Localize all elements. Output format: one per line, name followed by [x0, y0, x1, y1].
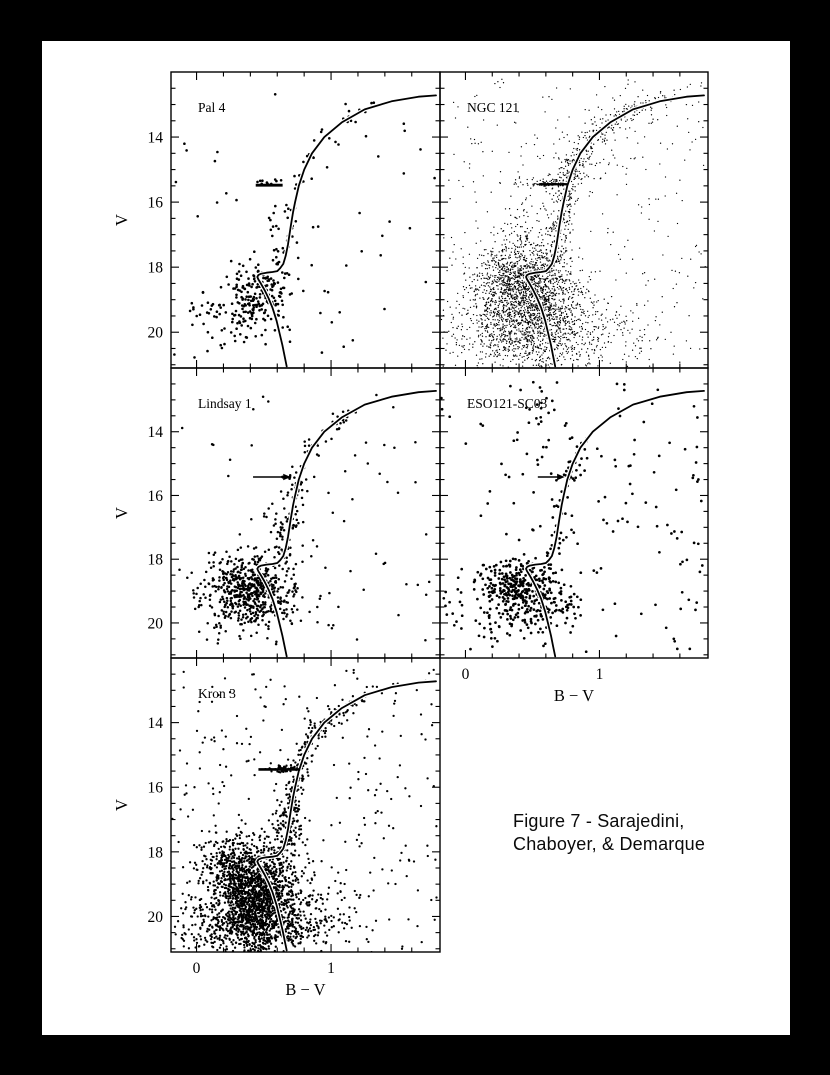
y-tick-label: 20: [147, 324, 163, 342]
y-tick-label: 20: [147, 908, 163, 926]
hb-arrow: [253, 474, 291, 480]
x-tick-label: 0: [192, 960, 201, 977]
isochrone-halo: [526, 391, 704, 657]
scatter-points: [153, 93, 436, 359]
y-tick-label: 20: [147, 615, 163, 633]
panel-title: ESO121-SC03: [467, 396, 548, 411]
x-tick-label: 0: [461, 666, 470, 683]
panel-border: [171, 368, 440, 658]
isochrone-curve: [257, 391, 436, 657]
y-tick-label: 16: [147, 487, 163, 505]
panel-title: Kron 3: [198, 686, 236, 701]
y-axis-label: V: [112, 214, 131, 226]
axis-ticks: [171, 72, 440, 368]
caption-line1: Figure 7 - Sarajedini,: [513, 811, 685, 831]
y-tick-label: 14: [147, 424, 163, 442]
panel-lindsay-1: [112, 368, 440, 658]
y-tick-label: 14: [147, 715, 163, 733]
caption-line2: Chaboyer, & Demarque: [513, 834, 706, 854]
scatter-points: [167, 394, 431, 646]
y-tick-label: 14: [147, 129, 163, 147]
panel-kron-3: [112, 658, 440, 999]
panel-eso121-sc03: [421, 368, 708, 705]
isochrone-halo: [257, 95, 436, 366]
panel-border: [171, 72, 440, 368]
x-tick-label: 1: [595, 666, 604, 683]
y-tick-label: 18: [147, 259, 163, 277]
y-tick-label: 18: [147, 551, 163, 569]
y-tick-label: 16: [147, 779, 163, 797]
panel-pal-4: [112, 72, 440, 368]
y-axis-label: V: [112, 507, 131, 519]
y-tick-label: 18: [147, 844, 163, 862]
isochrone-curve: [526, 391, 704, 657]
isochrone-curve: [257, 95, 436, 366]
scatter-points: [421, 381, 704, 653]
y-axis-label: V: [112, 799, 131, 811]
x-axis-label: B − V: [553, 686, 595, 705]
panel-title: NGC 121: [467, 100, 520, 115]
axis-ticks: [171, 368, 440, 658]
y-tick-label: 16: [147, 194, 163, 212]
x-tick-label: 1: [327, 960, 335, 977]
isochrone-halo: [257, 391, 436, 657]
scatter-points: [386, 79, 706, 400]
panel-title: Pal 4: [198, 100, 226, 115]
x-axis-label: B − V: [285, 980, 326, 999]
panel-title: Lindsay 1: [198, 396, 252, 411]
figure-caption: [513, 810, 705, 856]
panel-ngc-121: [386, 72, 708, 400]
